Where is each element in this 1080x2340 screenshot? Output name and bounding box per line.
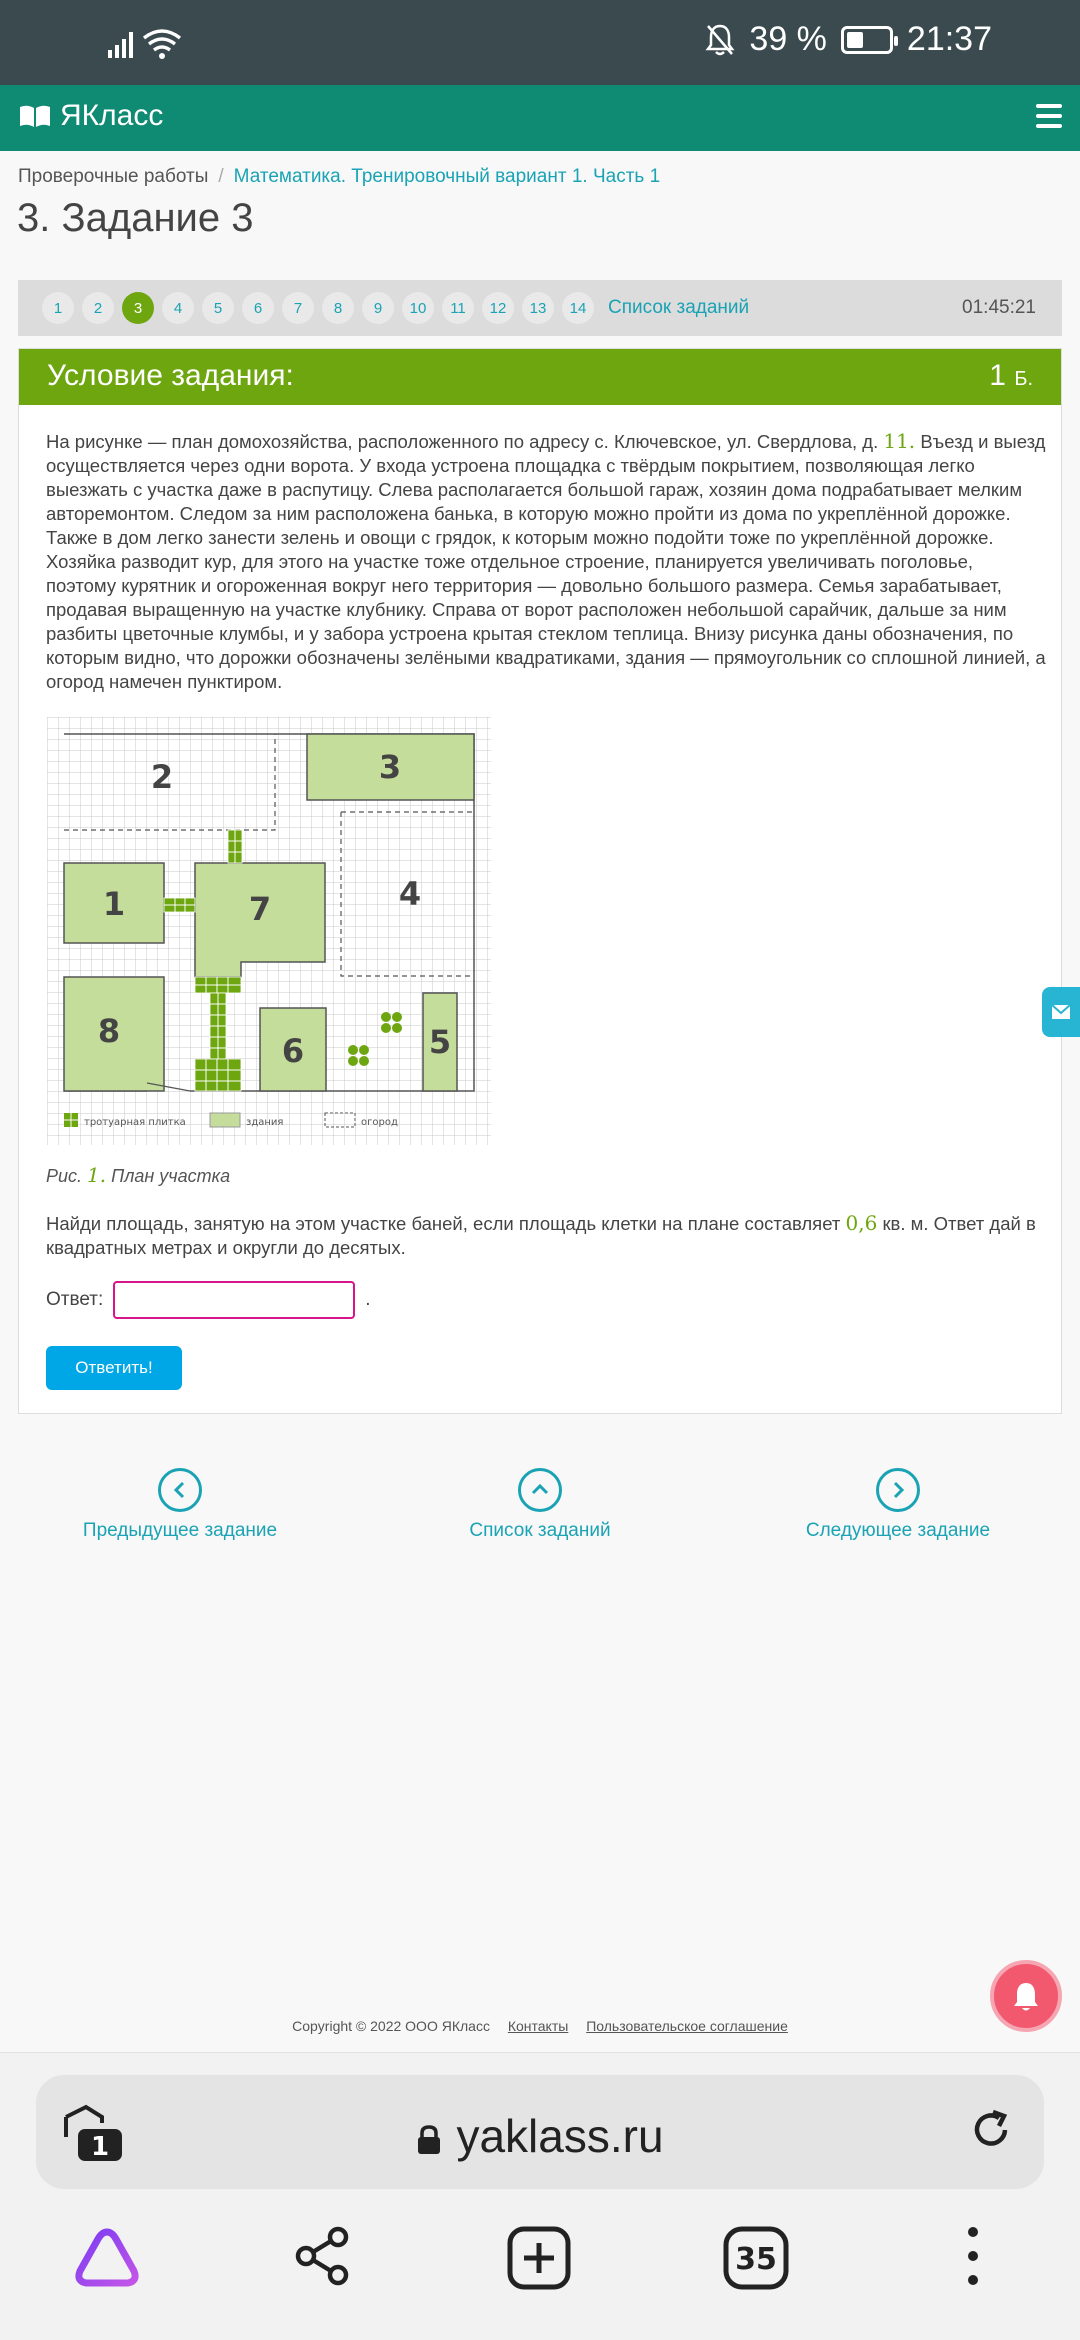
question-part2: кв. м. Ответ дай в квадратных метрах и округли до десятых.	[46, 1213, 1036, 1258]
question-part1: Найди площадь, занятую на этом участке баней, если площадь клетки на плане составляет	[46, 1213, 841, 1234]
breadcrumb-current[interactable]: Математика. Тренировочный вариант 1. Часть 1	[233, 166, 661, 187]
next-task-label: Следующее задание	[805, 1520, 991, 1541]
caption-text: План участка	[111, 1166, 231, 1186]
bell-icon	[1008, 1978, 1044, 2014]
submit-answer-button[interactable]: Ответить!	[46, 1346, 182, 1390]
task-number-1[interactable]: 1	[42, 292, 74, 324]
battery-icon	[841, 26, 893, 54]
task-heading: Условие задания:	[47, 359, 294, 392]
plan-label-5: 5	[428, 1023, 452, 1061]
lock-icon	[416, 2124, 442, 2156]
breadcrumb-separator: /	[218, 166, 224, 187]
site-footer	[0, 2018, 1080, 2034]
feedback-tab[interactable]	[1042, 987, 1080, 1037]
copyright: Copyright © 2022 ООО ЯКласс	[292, 2018, 490, 2034]
legend-garden: огород	[361, 1117, 398, 1128]
site-plan-figure	[47, 717, 491, 1145]
tabs-button[interactable]	[722, 2225, 790, 2296]
more-vertical-icon	[966, 2225, 980, 2287]
url: yaklass.ru	[456, 2110, 664, 2162]
task-number-list	[42, 292, 749, 324]
plan-label-1: 1	[102, 885, 126, 923]
tabs-open-count: 35	[735, 2242, 777, 2277]
task-number-9[interactable]: 9	[362, 292, 394, 324]
task-number-12[interactable]: 12	[482, 292, 514, 324]
battery-percent: 39 %	[749, 20, 827, 58]
reload-icon[interactable]	[966, 2105, 1016, 2155]
breadcrumb-root[interactable]: Проверочные работы	[18, 166, 209, 187]
tabs-count-icon	[722, 2225, 790, 2291]
share-button[interactable]	[292, 2225, 354, 2292]
cell-area-value: 0,6	[845, 1211, 878, 1235]
task-number-6[interactable]: 6	[242, 292, 274, 324]
prev-task-link[interactable]	[30, 1468, 330, 1542]
task-number-10[interactable]: 10	[402, 292, 434, 324]
task-bottom-navigation	[0, 1468, 1080, 1548]
task-number-2[interactable]: 2	[82, 292, 114, 324]
task-card	[18, 348, 1062, 1414]
task-text-part2: Въезд и выезд осуществляется через одни ворота. У входа устроена площадка с твёрдым покрытием, позволяющая легко выезжать с участка даже в распутицу. Слева располагается большой гараж, хозяин дома подрабатывает мелким авторемонтом. Следом за ним расположена банька, в которую можно пройти из дома по укреплённой дорожке. Также в дом легко занести зелень и овощи с грядок, к которым можно подойти тоже по укреплённой дорожке. Хозяйка разводит кур, для этого на участке тоже отдельное строение, планируется увеличивать поголовье, поэтому курятник и огороженная вокруг него территория — довольно большого размера. Семья зарабатывает, продавая выращенную на участке клубнику. Справа от ворот расположен небольшой сарайчик, дальше за ним разбиты цветочные клумбы, и у забора устроена крытая стеклом теплица. Внизу рисунка даны обозначения, по которым видно, что дорожки обозначены зелёными квадратиками, здания — прямоугольник со сплошной линией, а огород намечен пунктиром.	[46, 431, 1046, 692]
house-number: 11.	[883, 429, 916, 453]
logo-text: ЯКласс	[60, 99, 164, 132]
question-text	[46, 1211, 1046, 1260]
points-number: 1	[989, 359, 1006, 392]
task-number-3[interactable]: 3	[122, 292, 154, 324]
plan-label-4: 4	[398, 875, 422, 913]
browser-chrome	[0, 2052, 1080, 2340]
task-list-link[interactable]	[390, 1468, 690, 1542]
task-number-5[interactable]: 5	[202, 292, 234, 324]
more-options-button[interactable]	[966, 2225, 980, 2292]
clock: 21:37	[906, 20, 992, 58]
alice-triangle-icon	[72, 2225, 142, 2291]
answer-label: Ответ:	[46, 1289, 104, 1310]
contacts-link[interactable]: Контакты	[507, 2018, 569, 2034]
hamburger-menu-icon[interactable]	[1036, 104, 1062, 128]
task-number-11[interactable]: 11	[442, 292, 474, 324]
book-icon	[18, 104, 52, 128]
alice-assistant-button[interactable]	[72, 2225, 142, 2296]
task-number-7[interactable]: 7	[282, 292, 314, 324]
caption-number: 1.	[87, 1163, 107, 1187]
caption-prefix: Рис.	[46, 1166, 83, 1186]
logo[interactable]	[18, 99, 163, 133]
page-title: 3. Задание 3	[17, 196, 254, 240]
plan-label-8: 8	[97, 1012, 121, 1050]
mail-icon	[1051, 1004, 1071, 1020]
breadcrumb	[18, 166, 660, 188]
points-unit: Б.	[1014, 368, 1033, 390]
task-navigation	[18, 280, 1062, 336]
browser-bottom-bar	[0, 2225, 1080, 2325]
signal-wifi-icon	[106, 26, 186, 60]
address-bar[interactable]	[36, 2075, 1044, 2189]
task-text-part1: На рисунке — план домохозяйства, расположенного по адресу с. Ключевское, ул. Свердлова, д.	[46, 431, 879, 452]
plan-label-6: 6	[281, 1032, 305, 1070]
task-number-13[interactable]: 13	[522, 292, 554, 324]
answer-suffix: .	[365, 1289, 371, 1310]
status-bar	[0, 0, 1080, 85]
url-text	[36, 2109, 1044, 2163]
task-list-link-top[interactable]: Список заданий	[608, 297, 750, 318]
answer-row	[46, 1281, 371, 1319]
timer: 01:45:21	[962, 297, 1036, 318]
task-text	[46, 429, 1046, 694]
chevron-up-icon	[518, 1468, 562, 1512]
task-list-label: Список заданий	[469, 1520, 611, 1541]
tab-count: 1	[90, 2132, 110, 2162]
task-number-8[interactable]: 8	[322, 292, 354, 324]
answer-input[interactable]	[113, 1281, 355, 1319]
task-number-14[interactable]: 14	[562, 292, 594, 324]
chevron-left-icon	[158, 1468, 202, 1512]
share-icon	[292, 2225, 354, 2287]
plan-label-2: 2	[150, 758, 174, 796]
legend-buildings: здания	[246, 1117, 284, 1128]
agreement-link[interactable]: Пользовательское соглашение	[586, 2018, 788, 2034]
plus-square-icon	[506, 2225, 572, 2291]
task-card-header	[19, 349, 1061, 405]
figure-caption	[46, 1163, 230, 1187]
plan-label-3: 3	[378, 748, 402, 786]
prev-task-label: Предыдущее задание	[82, 1520, 278, 1541]
new-tab-button[interactable]	[506, 2225, 572, 2296]
app-header	[0, 85, 1080, 151]
task-points	[989, 359, 1033, 393]
legend-tiles: тротуарная плитка	[84, 1117, 186, 1128]
next-task-link[interactable]	[748, 1468, 1048, 1542]
chevron-right-icon	[876, 1468, 920, 1512]
task-number-4[interactable]: 4	[162, 292, 194, 324]
plan-label-7: 7	[248, 890, 272, 928]
bell-muted-icon	[705, 23, 735, 57]
